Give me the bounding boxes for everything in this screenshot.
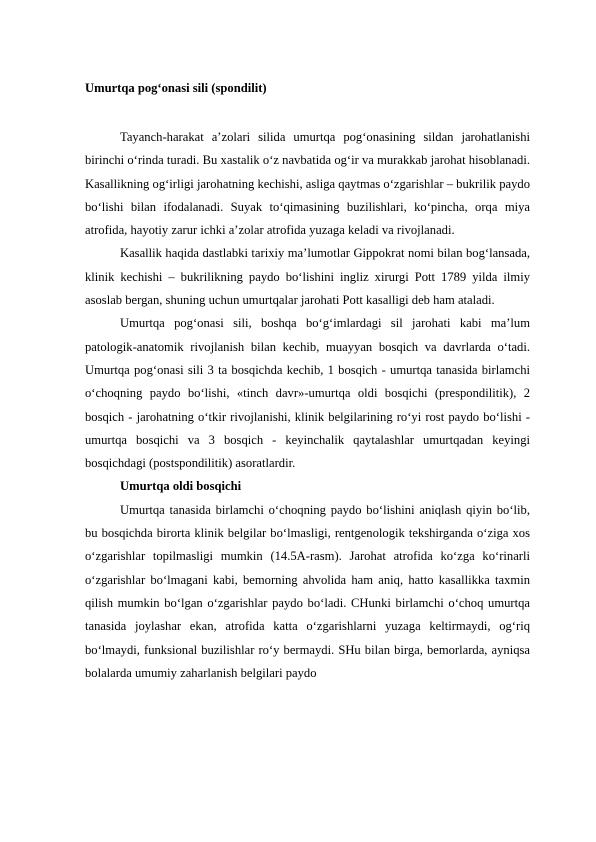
document-body [85,80,530,685]
paragraph: Umurtqa pog‘onasi sili, boshqa bo‘g‘imlardagi sil jarohati kabi ma’lum patologik-anatomik rivojlanish bilan kechib, muayyan bosqich va davrlarda o‘tadi. Umurtqa pog‘onasi sili 3 ta bosqichda kechib, 1 bosqich - umurtqa tanasida birlamchi o‘choqning paydo bo‘lishi, «tinch davr»-umurtqa oldi bosqichi (prespondilitik), 2 bosqich - jarohatning o‘tkir rivojlanishi, klinik belgilarining ro‘yi rost paydo bo‘lishi - umurtqa bosqichi va 3 bosqich - keyinchalik qaytalashlar umurtqadan keyingi bosqichdagi (postspondilitik) asoratlardir. [85,316,530,471]
paragraph: Kasallik haqida dastlabki tarixiy ma’lumotlar Gippokrat nomi bilan bog‘lansada, klinik kechishi – bukrilikning paydo bo‘lishini ingliz xirurgi Pott 1789 yilda ilmiy asoslab bergan, shuning uchun umurtqalar jarohati Pott kasalligi deb ham ataladi. [85,246,530,308]
paragraph: Tayanch-harakat a’zolari silida umurtqa pog‘onasining sildan jarohatlanishi birinchi o‘rinda turadi. Bu xastalik o‘z navbatida og‘ir va murakkab jarohat hisoblanadi. Kasallikning og‘irligi jarohatning kechishi, asliga qaytmas o‘zgarishlar – bukrilik paydo bo‘lishi bilan ifodalanadi. Suyak to‘qimasining buzilishlari, ko‘pincha, orqa miya atrofida, hayotiy zarur ichki a’zolar atrofida yuzaga keladi va rivojlanadi. [85,130,530,238]
section-subheading: Umurtqa oldi bosqichi [120,479,242,494]
document-title: Umurtqa pog‘onasi sili (spondilit) [85,81,267,95]
paragraph: Umurtqa tanasida birlamchi o‘choqning paydo bo‘lishini aniqlash qiyin bo‘lib, bu bosqichda birorta klinik belgilar bo‘lmasligi, rentgenologik tekshirganda o‘ziga xos o‘zgarishlar topilmasligi mumkin (14.5A-rasm). Jarohat atrofida ko‘zga ko‘rinarli o‘zgarishlar bo‘lmagani kabi, bemorning ahvolida ham aniq, hatto kasallikka taxmin qilish mumkin bo‘lgan o‘zgarishlar paydo bo‘ladi. CHunki birlamchi o‘choq umurtqa tanasida joylashar ekan, atrofida katta o‘zgarishlarni yuzaga keltirmaydi, og‘riq bo‘lmaydi, funksional buzilishlar ro‘y bermaydi. SHu bilan birga, bemorlarda, ayniqsa bolalarda umumiy zaharlanish belgilari paydo [85,502,530,680]
